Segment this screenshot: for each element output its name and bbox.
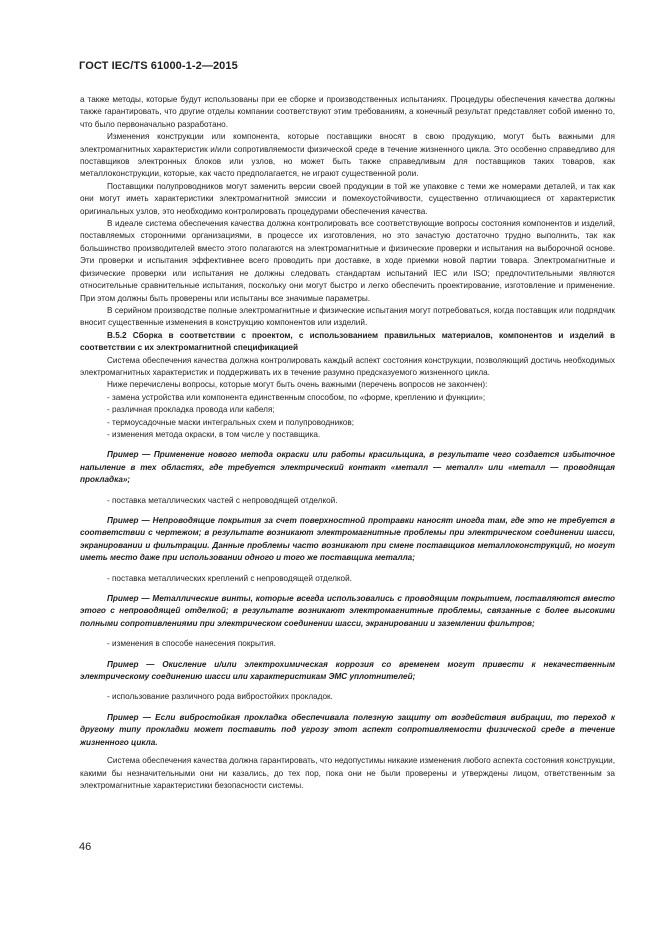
paragraph: Система обеспечения качества должна контролировать каждый аспект состояния конструкции, позволяющий достичь необходимых электромагнитных характеристик и поддерживать их в течение разумно предсказуемого жизненного цикла. — [80, 355, 615, 377]
example-text: Пример — Если вибростойкая прокладка обеспечивала полезную защиту от воздействия вибрации, то переход к другому типу прокладки может поставить под угрозу этот аспект сопротивляемости физической среде в течение жизненного цикла. — [80, 712, 615, 747]
paragraph: В серийном производстве полные электромагнитные и физические испытания могут потребоваться, когда поставщик или подрядчик вносит существенные изменения в конструкцию компонентов или изделий. — [80, 305, 615, 328]
list-item: - изменения метода окраски, в том числе у поставщика. — [107, 429, 321, 439]
list-item: - поставка металлических креплений с непроводящей отделкой. — [107, 573, 352, 583]
list-item: - термоусадочные маски интегральных схем и полупроводников; — [107, 417, 355, 427]
paragraph: Ниже перечислены вопросы, которые могут быть очень важными (перечень вопросов не закончен): — [107, 380, 488, 390]
document-body — [80, 94, 615, 792]
list-item: - изменения в способе нанесения покрытия. — [107, 639, 276, 649]
page-number: 46 — [79, 841, 92, 853]
list-item: - использование различного рода вибростойких прокладок. — [107, 692, 333, 702]
paragraph: В идеале система обеспечения качества должна контролировать все соответствующие вопросы состояния компонентов и изделий, поставляемых сторонними организациями, в процессе их изготовления, но это зачастую достаточно трудно выполнить, так как большинство производителей вместо этого полагаются на электромагнитные и физические проверки и испытания на выборочной основе. Эти проверки и испытания эффективнее всего проводить при доставке, в ходе приемки новой партии товара. Электромагнитные и физические проверки или испытания не должны следовать стандартам испытаний IEC или ISO; предпочтительными являются относительные сравнительные испытания, поскольку они могут быстро и легко обеспечить проектирование, изготовление и применение. При этом должны быть проверены или испытаны все значимые параметры. — [80, 219, 615, 303]
list-item: - различная прокладка провода или кабеля; — [107, 405, 275, 415]
section-heading: В.5.2 Сборка в соответствии с проектом, с использованием правильных материалов, компонентов и изделий в соответствии с их электромагнитной спецификацией — [80, 330, 615, 353]
example-text: Пример — Применение нового метода окраски или работы красильщика, в результате чего создается избыточное напыление в тех областях, где требуется электрический контакт «металл — металл» или «металл — проводящая прокладка»; — [80, 450, 615, 485]
example-text: Пример — Окисление и/или электрохимическая коррозия со временем могут привести к некачественным электрическому соединению шасси или характеристикам ЭМС уплотнителей; — [80, 659, 615, 682]
paragraph: а также методы, которые будут использованы при ее сборке и производственных испытаниях. Процедуры обеспечения качества должны также гарантировать, что другие отделы компании соответствуют этим требованиям, а конечный результат представляет собой именно то, что было первоначально разработано. — [80, 95, 615, 129]
example-text: Пример — Металлические винты, которые всегда использовались с проводящим покрытием, поставляются вместо этого с непроводящей отделкой; в результате возникают электромагнитные проблемы, связанные с более высокими полными сопротивлениями при электрическом соединении шасси, экранировании и заземлении фильтров; — [80, 594, 615, 628]
list-item: - замена устройства или компонента единственным способом, по «форме, креплению и функции»; — [107, 392, 486, 402]
list-item: - поставка металлических частей с непроводящей отделкой. — [107, 495, 338, 505]
paragraph: Поставщики полупроводников могут заменить версии своей продукции в той же упаковке с теми же номерами деталей, и так как они могут иметь характеристики электромагнитной эмиссии и помехоустойчивости, существенно отличающиеся от характеристик оригинальных узлов, это необходимо контролировать процедурами обеспечения качества. — [80, 181, 615, 216]
example-text: Пример — Непроводящие покрытия за счет поверхностной протравки наносят иногда там, где это не требуется в соответствии с чертежом; в результате возникают электромагнитные проблемы при электрическом соединении шасси, экранировании и фильтрации. Данные проблемы часто возникают при смене поставщиков металлоконструкций, но могут иметь место даже при использовании одного и того же поставщика металла; — [80, 516, 615, 563]
document-header: ГОСТ IEC/TS 61000-1-2—2015 — [79, 60, 238, 72]
paragraph: Изменения конструкции или компонента, которые поставщики вносят в свою продукцию, могут быть важными для электромагнитных характеристик и/или сопротивляемости физической среде в течение жизненного цикла. Это особенно справедливо для поставщиков электронных блоков или узлов, но может быть также справедливым для поставщиков таких товаров, как металлоконструкции, которые, как часто предполагается, не играют существенной роли. — [80, 132, 615, 179]
closing-paragraph: Система обеспечения качества должна гарантировать, что недопустимы никакие изменения любого аспекта состояния конструкции, какими бы незначительными они ни казались, до тех пор, пока они не были проверены и утверждены лицом, ответственным за электромагнитные характеристики безопасности системы. — [80, 756, 615, 790]
